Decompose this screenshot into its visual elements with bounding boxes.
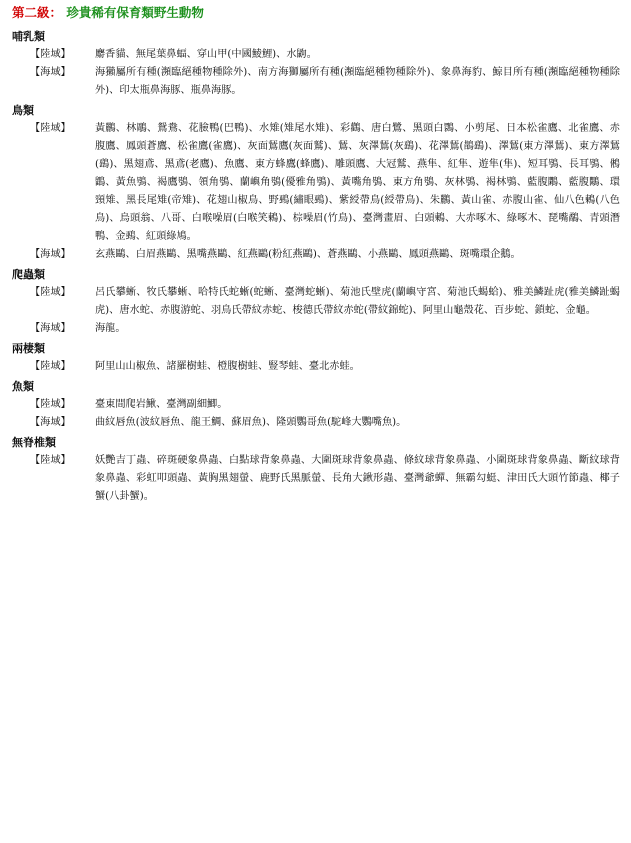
section-mammals — [12, 28, 624, 100]
level-label: 第二級： — [12, 5, 63, 20]
level-title: 珍貴稀有保育類野生動物 — [66, 5, 204, 20]
list-item — [12, 120, 624, 246]
list-item — [12, 452, 624, 506]
section-heading: 兩棲類 — [12, 342, 45, 355]
section-heading: 哺乳類 — [12, 30, 45, 43]
region-label: 【海域】 — [30, 323, 71, 334]
list-item — [12, 414, 624, 432]
section-reptiles — [12, 266, 624, 338]
list-item — [12, 246, 624, 264]
level-heading — [12, 0, 624, 26]
list-item — [12, 320, 624, 338]
list-item — [12, 396, 624, 414]
section-heading: 爬蟲類 — [12, 268, 45, 281]
region-label: 【陸域】 — [30, 399, 71, 410]
section-amphibians — [12, 340, 624, 376]
species-list: 玄燕鷗、白眉燕鷗、黑嘴燕鷗、紅燕鷗(粉紅燕鷗)、蒼燕鷗、小燕鷗、鳳頭燕鷗、斑嘴環企鵝。 — [95, 249, 521, 260]
region-label: 【陸域】 — [30, 123, 71, 134]
region-label: 【陸域】 — [30, 287, 71, 298]
list-item — [12, 64, 624, 100]
region-label: 【陸域】 — [30, 361, 71, 372]
species-list: 臺東間爬岩鰍、臺灣副細鯽。 — [95, 399, 228, 410]
list-item — [12, 284, 624, 320]
species-list: 妖艷吉丁蟲、碎斑硬象鼻蟲、白點球背象鼻蟲、大圍斑球背象鼻蟲、條紋球背象鼻蟲、小圍斑球背象鼻蟲、斷紋球背象鼻蟲、彩虹叩頭蟲、黃胸黑翅螢、鹿野氏黑脈螢、長角大鍬形蟲、臺灣爺蟬、無霸勾蜓、津田氏大頭竹節蟲、椰子蟹(八卦蟹)。 — [95, 455, 620, 502]
list-item — [12, 46, 624, 64]
species-list: 海龍。 — [95, 323, 126, 334]
species-list: 曲紋唇魚(波紋唇魚、龍王鯛、蘇眉魚)、隆頭鸚哥魚(駝峰大鸚嘴魚)。 — [95, 417, 407, 428]
region-label: 【海域】 — [30, 249, 71, 260]
species-list: 黃鸝、林鵰、鴛鴦、花臉鴨(巴鴨)、水雉(雉尾水雉)、彩鸛、唐白鷺、黑頭白䴉、小剪尾、日本松雀鷹、北雀鷹、赤腹鷹、鳳頭蒼鷹、松雀鷹(雀鷹)、灰面鵟鷹(灰面鷲)、鵟、灰澤鵟(灰鷂)、花澤鵟(鵲鷂)、澤鵟(東方澤鵟)、東方澤鵟(鷂)、黑翅鳶、黑鳶(老鷹)、魚鷹、東方蜂鷹(蜂鷹)、雕頭鷹、大冠鷲、燕隼、紅隼、遊隼(隼)、短耳鴞、長耳鴞、鵂鶹、黃魚鴞、褐鷹鴞、領角鴞、蘭嶼角鴞(優雅角鴞)、黃嘴角鴞、東方角鴞、灰林鴞、褐林鴞、藍腹鷴、藍腹鷴、環頸雉、黑長尾雉(帝雉)、花翅山椒鳥、野鵐(繡眼鵐)、紫綬帶鳥(綬帶鳥)、朱鸝、黃山雀、赤腹山雀、仙八色鶇(八色鳥)、烏頭翁、八哥、白喉噪眉(白喉笑鶇)、棕噪眉(竹鳥)、臺灣畫眉、白頭鶇、大赤啄木、綠啄木、琵嘴鷸、青頭潛鴨、金鵐、紅頭綠鳩。 — [95, 123, 620, 242]
section-birds — [12, 102, 624, 264]
species-list: 阿里山山椒魚、諸羅樹蛙、橙腹樹蛙、豎琴蛙、臺北赤蛙。 — [95, 361, 360, 372]
list-item — [12, 358, 624, 376]
species-list: 麝香貓、無尾葉鼻蝠、穿山甲(中國鯪鯉)、水鼩。 — [95, 49, 317, 60]
region-label: 【海域】 — [30, 67, 71, 78]
section-heading: 無脊椎類 — [12, 436, 56, 449]
region-label: 【陸域】 — [30, 455, 71, 466]
section-fish — [12, 378, 624, 432]
section-heading: 魚類 — [12, 380, 34, 393]
document-page — [12, 0, 624, 506]
species-list: 海獺屬所有種(瀕臨絕種物種除外)、南方海獅屬所有種(瀕臨絕種物種除外)、象鼻海豹、鯨目所有種(瀕臨絕種物種除外)、印太瓶鼻海豚、瓶鼻海豚。 — [95, 67, 620, 96]
region-label: 【海域】 — [30, 417, 71, 428]
section-invertebrates — [12, 434, 624, 506]
species-list: 呂氏攀蜥、牧氏攀蜥、哈特氏蛇蜥(蛇蜥、臺灣蛇蜥)、菊池氏壁虎(蘭嶼守宮、菊池氏蝎蛤)、雅美鱗趾虎(雅美鱗趾蝎虎)、唐水蛇、赤腹游蛇、羽鳥氏帶紋赤蛇、梭德氏帶紋赤蛇(帶紋錦蛇)、阿里山龜殼花、百步蛇、鎖蛇、金龜。 — [95, 287, 620, 316]
section-heading: 鳥類 — [12, 104, 34, 117]
region-label: 【陸域】 — [30, 49, 71, 60]
